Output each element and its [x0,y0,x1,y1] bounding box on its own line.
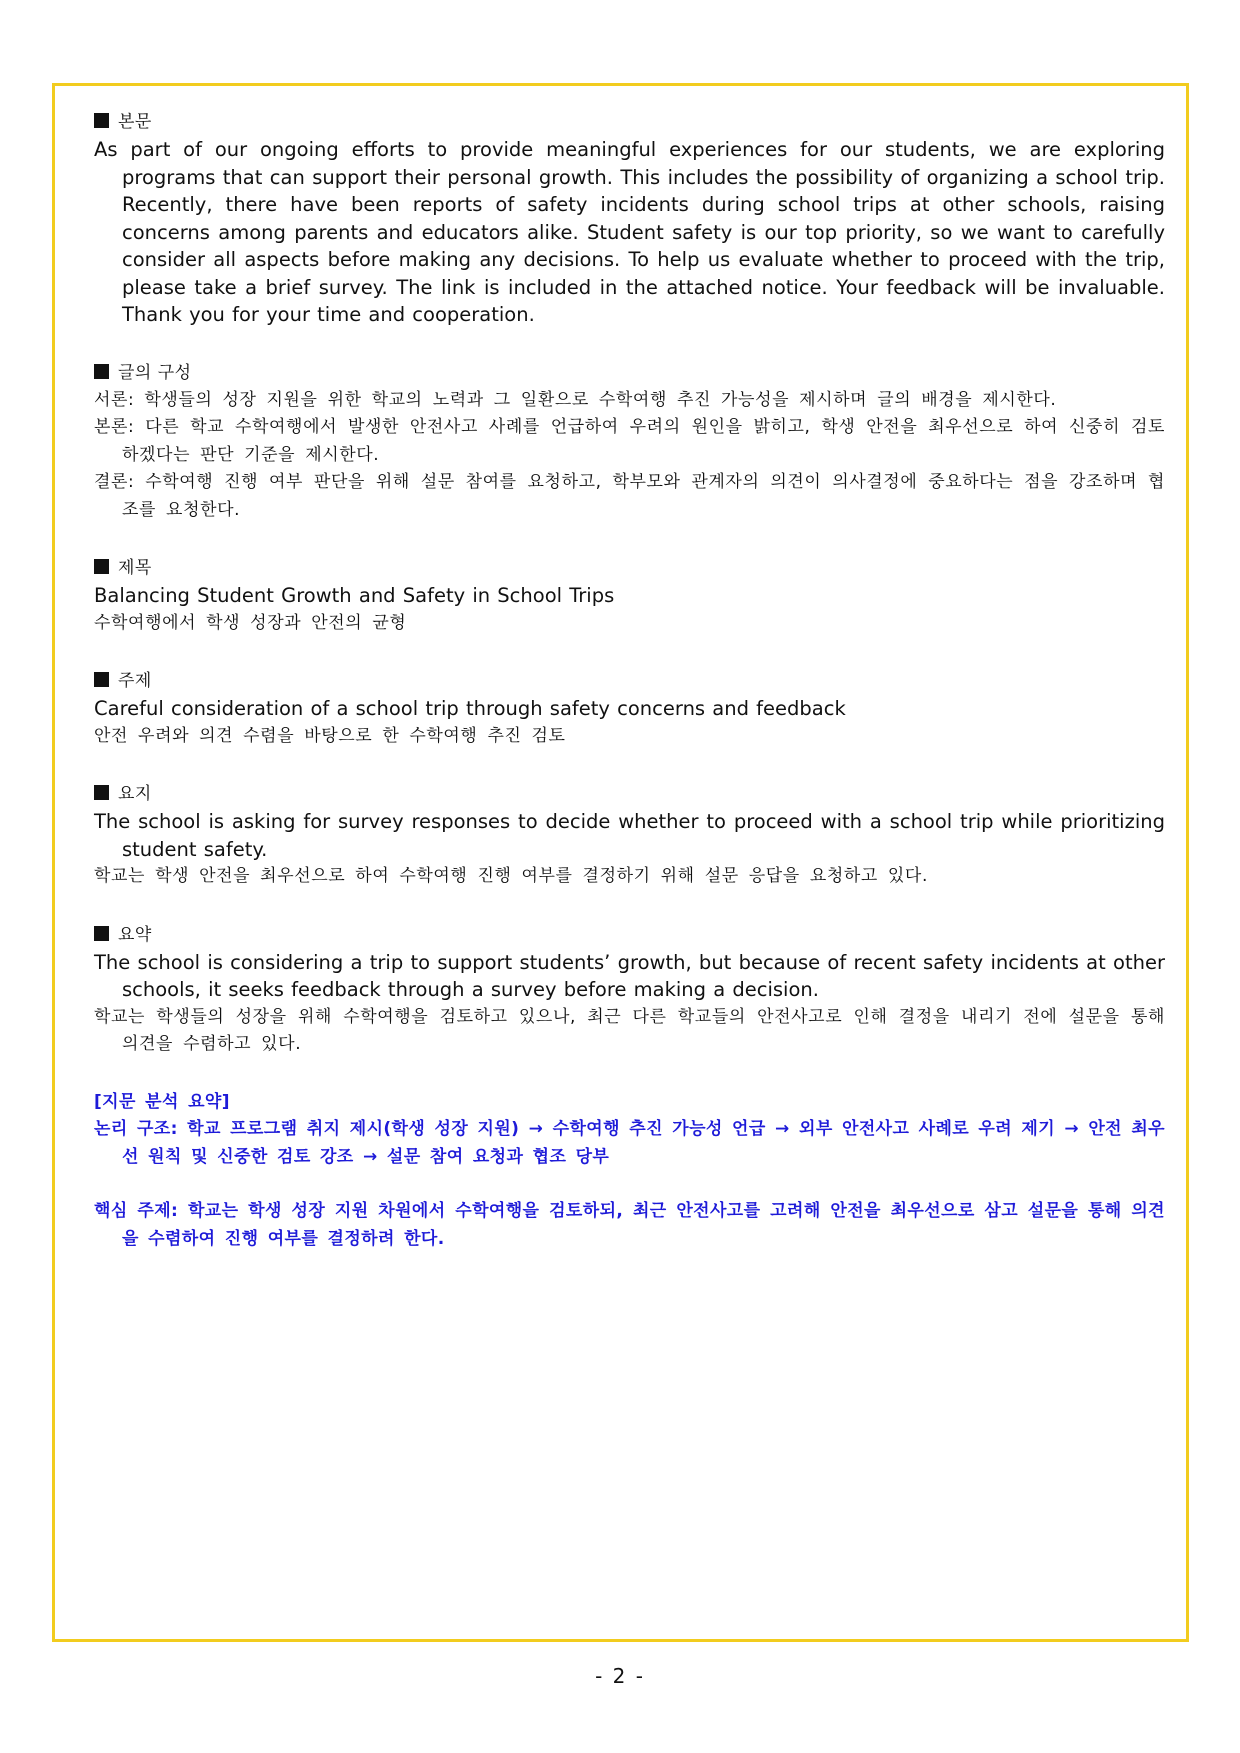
summary-heading-label: 요약 [118,924,152,945]
gist-heading-label: 요지 [118,784,152,804]
topic-section [94,667,1165,750]
square-bullet-icon [94,113,109,128]
body-heading-label: 본문 [118,112,152,132]
section-heading [94,780,1165,808]
analysis-title: [지문 분석 요약] [94,1091,230,1112]
page-number: - 2 - [595,1664,645,1688]
section-heading [94,667,1165,695]
title-section [94,554,1165,637]
document-content [94,108,1165,1253]
title-korean: 수학여행에서 학생 성장과 안전의 균형 [94,612,407,633]
gist-english: The school is asking for survey responses to decide whether to proceed with a school trip while prioritizing student safety. [94,810,1165,861]
square-bullet-icon [94,926,109,941]
square-bullet-icon [94,785,109,800]
structure-section [94,359,1165,525]
analysis-logic: 논리 구조: 학교 프로그램 취지 제시(학생 성장 지원) → 수학여행 추진 가능성 언급 → 외부 안전사고 사례로 우려 제기 → 안전 최우선 원칙 및 신중한 검토 강조 → 설문 참여 요청과 협조 당부 [94,1119,1165,1167]
summary-section [94,921,1165,1059]
gist-section [94,780,1165,891]
section-heading [94,921,1165,949]
topic-heading-label: 주제 [118,671,152,691]
summary-korean: 학교는 학생들의 성장을 위해 수학여행을 검토하고 있으나, 최근 다른 학교들의 안전사고로 인해 결정을 내리기 전에 설문을 통해 의견을 수렴하고 있다. [94,1006,1165,1054]
body-section [94,108,1165,329]
structure-heading-label: 글의 구성 [118,362,192,383]
structure-conclusion: 결론: 수학여행 진행 여부 판단을 위해 설문 참여를 요청하고, 학부모와 관계자의 의견이 의사결정에 중요하다는 점을 강조하며 협조를 요청한다. [94,472,1165,520]
analysis-summary [94,1089,1165,1254]
square-bullet-icon [94,364,109,379]
gist-korean: 학교는 학생 안전을 최우선으로 하여 수학여행 진행 여부를 결정하기 위해 설문 응답을 요청하고 있다. [94,866,928,886]
topic-english: Careful consideration of a school trip through safety concerns and feedback [94,697,846,720]
topic-korean: 안전 우려와 의견 수렴을 바탕으로 한 수학여행 추진 검토 [94,725,566,746]
structure-main: 본론: 다른 학교 수학여행에서 발생한 안전사고 사례를 언급하여 우려의 원인을 밝히고, 학생 안전을 최우선으로 하여 신중히 검토하겠다는 판단 기준을 제시한다. [94,417,1165,465]
square-bullet-icon [94,672,109,687]
section-heading [94,554,1165,582]
summary-english: The school is considering a trip to support students’ growth, but because of recent safety incidents at other schools, it seeks feedback through a survey before making a decision. [94,950,1165,1001]
structure-intro: 서론: 학생들의 성장 지원을 위한 학교의 노력과 그 일환으로 수학여행 추진 가능성을 제시하며 글의 배경을 제시한다. [94,389,1057,410]
analysis-core: 핵심 주제: 학교는 학생 성장 지원 차원에서 수학여행을 검토하되, 최근 안전사고를 고려해 안전을 최우선으로 삼고 설문을 통해 의견을 수렴하여 진행 여부를 결정하려 한다. [94,1201,1165,1249]
square-bullet-icon [94,559,109,574]
section-heading [94,108,1165,136]
title-english: Balancing Student Growth and Safety in School Trips [94,584,615,607]
title-heading-label: 제목 [118,558,152,578]
section-heading [94,359,1165,387]
body-paragraph: As part of our ongoing efforts to provide meaningful experiences for our students, we are exploring programs that can support their personal growth. This includes the possibility of organizing a school trip. Recently, there have been reports of safety incidents during school trips at other schools, raising concerns among parents and educators alike. Student safety is our top priority, so we want to carefully consider all aspects before making any decisions. To help us evaluate whether to proceed with the trip, please take a brief survey. The link is included in the attached notice. Your feedback will be invaluable. Thank you for your time and cooperation. [94,138,1165,326]
